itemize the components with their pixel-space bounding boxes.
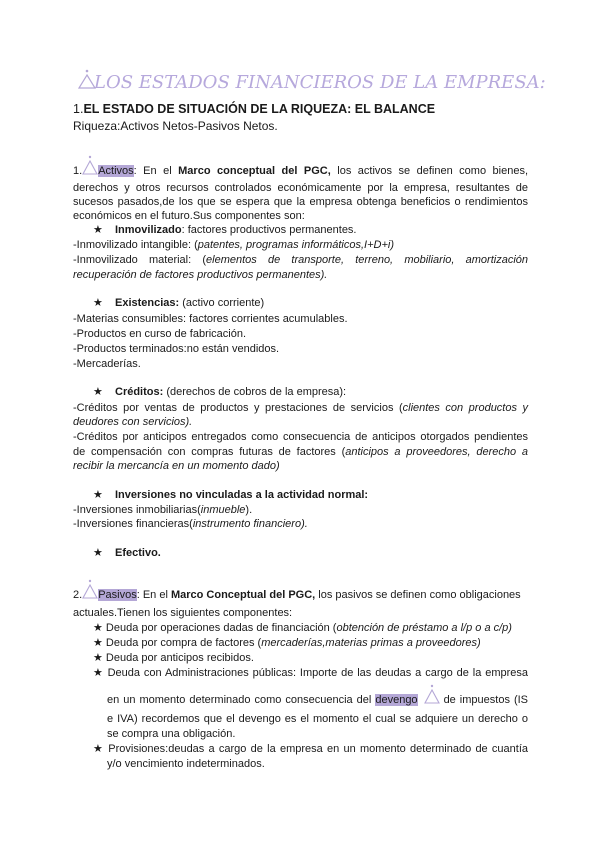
text: de compensación con compras futuras de factores (	[73, 446, 346, 458]
inmovilizado-intangible	[73, 239, 528, 252]
section-heading	[73, 103, 528, 116]
star-icon: ★	[93, 547, 103, 559]
italic-text: elementos de transporte, terreno, mobiliario, amortización	[206, 254, 528, 266]
heading-text: EL ESTADO DE SITUACIÓN DE LA RIQUEZA: EL BALANCE	[83, 102, 436, 116]
pasivo-item	[93, 743, 528, 756]
text: -Inmovilizado material: (	[73, 254, 207, 266]
italic-text: mercaderías,materias primas a proveedores)	[261, 637, 481, 649]
text: -Inversiones financieras(	[73, 518, 193, 530]
bullet-label: Existencias:	[115, 297, 180, 309]
triangle-icon	[82, 585, 98, 599]
star-icon: ★	[93, 489, 103, 501]
text: de impuestos (IS	[439, 694, 528, 706]
pasivo-item-cont	[107, 690, 528, 708]
inversiones-line	[73, 504, 528, 517]
triangle-icon	[424, 690, 440, 704]
italic-text: clientes con productos y	[402, 402, 528, 414]
pasivo-item-cont: y/o vencimiento indeterminados.	[107, 758, 265, 770]
text: (activo corriente)	[179, 297, 265, 309]
inversiones-line	[73, 518, 528, 531]
text: -Inmovilizado intangible: (	[73, 239, 198, 251]
text: Deuda por compra de factores (	[105, 637, 262, 649]
highlighted-text: devengo	[375, 694, 418, 706]
activos-label: Activos	[98, 165, 134, 177]
bullet-inversiones	[73, 489, 528, 502]
document-title	[78, 72, 546, 93]
italic-text: recuperación de factores productivos permanentes).	[73, 269, 328, 281]
creditos-line: -Créditos por anticipos entregados como consecuencia de anticipos otorgados pendientes	[73, 431, 528, 443]
creditos-line	[73, 446, 528, 459]
star-icon: ★	[93, 297, 103, 309]
list-item: -Materias consumibles: factores corrientes acumulables.	[73, 313, 348, 325]
italic-text: anticipos a proveedores, derecho a	[345, 446, 528, 458]
star-icon: ★	[93, 743, 109, 755]
list-item: -Mercaderías.	[73, 358, 141, 370]
list-item: -Productos en curso de fabricación.	[73, 328, 247, 340]
text: los activos se definen como bienes,	[330, 165, 528, 177]
text: Provisiones:deudas a cargo de la empresa en un momento determinado de cuantía	[108, 743, 528, 755]
activos-line: derechos y otros recursos controlados económicamente por la empresa, resultantes de	[73, 182, 528, 194]
bold-text: Marco Conceptual del PGC,	[170, 589, 316, 601]
bullet-efectivo	[73, 547, 528, 560]
italic-text: obtención de préstamo a l/p o a c/p)	[336, 622, 512, 634]
bullet-label: Inmovilizado	[115, 224, 182, 236]
riqueza-line: Riqueza:Activos Netos-Pasivos Netos.	[73, 119, 278, 133]
bullet-label: Créditos:	[115, 386, 164, 398]
pasivo-item-cont: e IVA) recordemos que el devengo es el momento el cual se adquiere un derecho o	[107, 713, 528, 725]
star-icon: ★	[93, 637, 106, 649]
pasivos-line: actuales.Tienen los siguientes componentes:	[73, 607, 293, 619]
text: Deuda por anticipos recibidos.	[105, 652, 254, 664]
list-item: -Productos terminados:no están vendidos.	[73, 343, 280, 355]
triangle-icon	[82, 161, 98, 175]
italic-text: recibir la mercancía en un momento dado)	[73, 460, 280, 472]
creditos-line	[73, 402, 528, 415]
italic-text: patentes, programas informáticos,I+D+i)	[197, 239, 394, 251]
pasivos-num: 2.	[73, 589, 83, 601]
activos-line: económicos en el futuro.Sus componentes son:	[73, 210, 305, 222]
heading-num: 1.	[73, 102, 84, 116]
italic-text: deudores con servicios).	[73, 416, 193, 428]
text: Deuda por operaciones dadas de financiación (	[105, 622, 337, 634]
activos-num: 1.	[73, 165, 83, 177]
bullet-inmovilizado	[73, 224, 528, 237]
star-icon: ★	[93, 652, 106, 664]
star-icon: ★	[93, 667, 108, 679]
italic-text: inmueble	[200, 504, 246, 516]
star-icon: ★	[93, 622, 106, 634]
text: los pasivos se definen como obligaciones	[315, 589, 521, 601]
pasivos-intro	[73, 585, 528, 603]
pasivo-item-cont: se compra una obligación.	[107, 728, 236, 740]
bold-text: Marco conceptual del PGC,	[178, 165, 331, 177]
pasivo-item	[93, 652, 528, 665]
text: ).	[245, 504, 253, 516]
bullet-label: Inversiones no vinculadas a la actividad normal:	[115, 489, 369, 501]
star-icon: ★	[93, 224, 103, 236]
text: -Inversiones inmobiliarias(	[73, 504, 201, 516]
pasivos-label: Pasivos	[98, 589, 137, 601]
text: (derechos de cobros de la empresa):	[163, 386, 347, 398]
bullet-existencias	[73, 297, 528, 310]
pasivo-item	[93, 667, 528, 680]
bullet-label: Efectivo.	[115, 547, 161, 559]
bullet-creditos	[73, 386, 528, 399]
text: : factores productivos permanentes.	[181, 224, 357, 236]
italic-text: instrumento financiero).	[192, 518, 308, 530]
title-text: LOS ESTADOS FINANCIEROS DE LA EMPRESA:	[94, 72, 546, 93]
text: : En el	[133, 165, 179, 177]
text: -Créditos por ventas de productos y prestaciones de servicios (	[73, 402, 403, 414]
pasivo-item	[93, 622, 528, 635]
text: : En el	[136, 589, 171, 601]
star-icon: ★	[93, 386, 103, 398]
text: Deuda con Administraciones públicas: Importe de las deudas a cargo de la empresa	[107, 667, 529, 679]
pasivo-item	[93, 637, 528, 650]
activos-line: sucesos pasados,de los que se espera que la empresa obtenga beneficios o rendimientos	[73, 196, 528, 208]
text: en un momento determinado como consecuencia del	[107, 694, 376, 706]
activos-intro	[73, 161, 528, 179]
triangle-icon	[78, 75, 94, 89]
inmovilizado-material	[73, 254, 528, 267]
